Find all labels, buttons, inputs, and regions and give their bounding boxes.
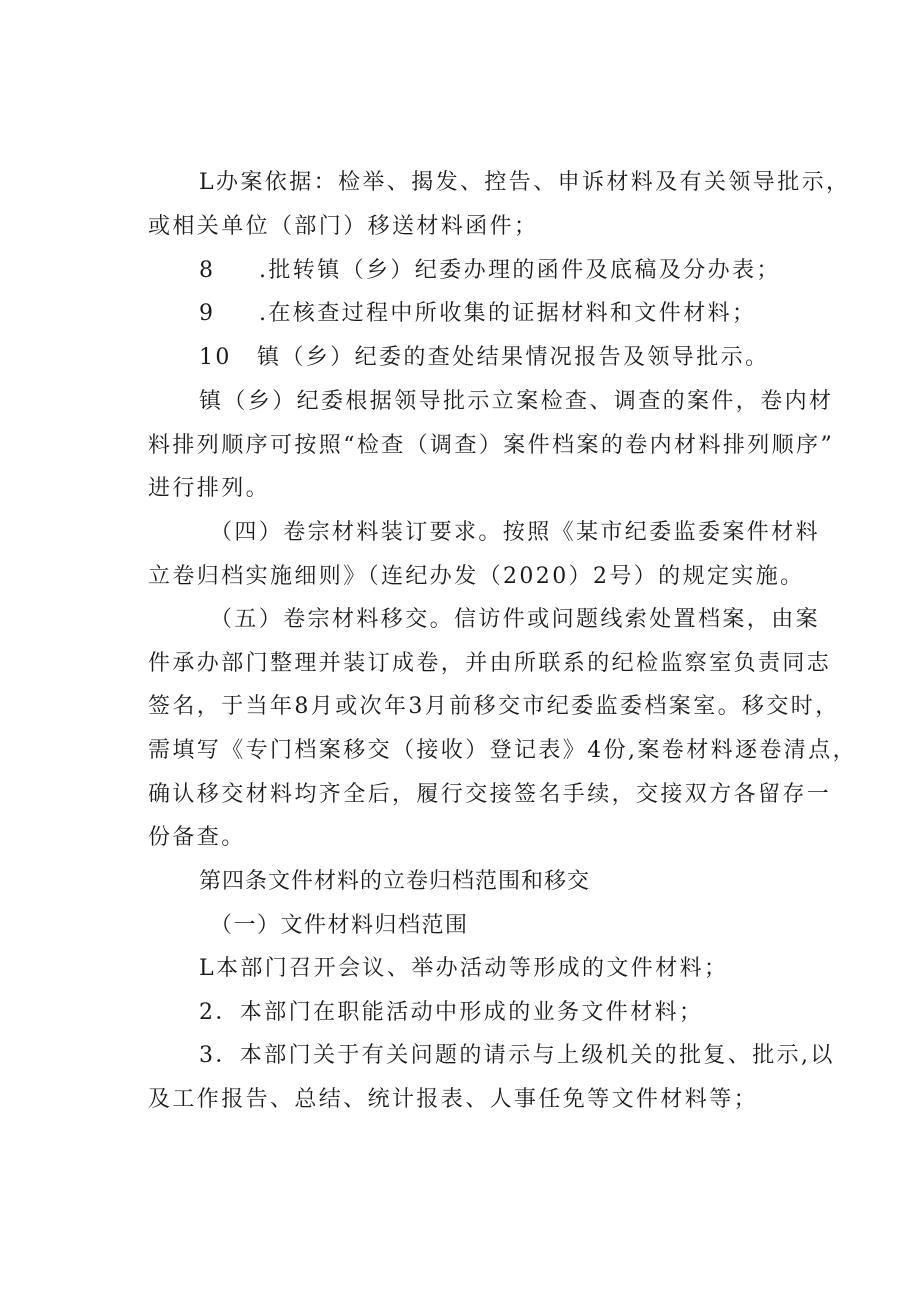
- list-item-text: .在核查过程中所收集的证据材料和文件材料；: [259, 301, 757, 326]
- paragraph-line: 及工作报告、总结、统计报表、人事任免等文件材料等；: [148, 1087, 759, 1112]
- paragraph-line: 2．本部门在职能活动中形成的业务文件材料；: [199, 1000, 704, 1025]
- paragraph-line: 3．本部门关于有关问题的请示与上级机关的批复、批示,以: [199, 1043, 835, 1068]
- list-item: [199, 256, 781, 286]
- paragraph-line: L本部门召开会议、举办活动等形成的文件材料；: [199, 956, 729, 981]
- paragraph-line: 或相关单位（部门）移送材料函件；: [148, 214, 539, 239]
- paragraph-line: 件承办部门整理并装订成卷，并由所联系的纪检监察室负责同志: [148, 651, 832, 676]
- paragraph-line: 需填写《专门档案移交（接收）登记表》4份,案卷材料逐卷清点，: [148, 738, 857, 763]
- subsection-heading: （一）文件材料归档范围: [210, 913, 469, 938]
- list-item: [199, 299, 756, 329]
- paragraph-line: 确认移交材料均齐全后，履行交接签名手续，交接双方各留存一: [148, 782, 832, 807]
- paragraph-line: （四）卷宗材料装订要求。按照《某市纪委监委案件材料: [210, 520, 821, 545]
- list-item-text: .批转镇（乡）纪委办理的函件及底稿及分办表；: [259, 258, 781, 283]
- paragraph-line: 签名，于当年8月或次年3月前移交市纪委监委档案室。移交时，: [148, 694, 840, 719]
- paragraph-line: 进行排列。: [148, 476, 271, 501]
- list-number: 8: [199, 258, 216, 283]
- list-number: 9: [199, 301, 216, 326]
- list-item-text: 镇（乡）纪委的查处结果情况报告及领导批示。: [257, 345, 770, 370]
- paragraph-line: 份备查。: [148, 825, 246, 850]
- list-item: [199, 343, 769, 373]
- list-number: 10: [199, 345, 232, 370]
- paragraph-line: （五）卷宗材料移交。信访件或问题线索处置档案，由案: [210, 607, 821, 632]
- paragraph-line: 立卷归档实施细则》（连纪办发（2020）2号）的规定实施。: [148, 564, 805, 589]
- paragraph-line: 镇（乡）纪委根据领导批示立案检查、调查的案件，卷内材: [199, 389, 834, 414]
- paragraph-line: L办案依据：检举、揭发、控告、申诉材料及有关领导批示，: [199, 170, 851, 195]
- section-heading: 第四条文件材料的立卷归档范围和移交: [199, 869, 591, 894]
- paragraph-line: 料排列顺序可按照“检查（调查）案件档案的卷内材料排列顺序”: [148, 433, 835, 458]
